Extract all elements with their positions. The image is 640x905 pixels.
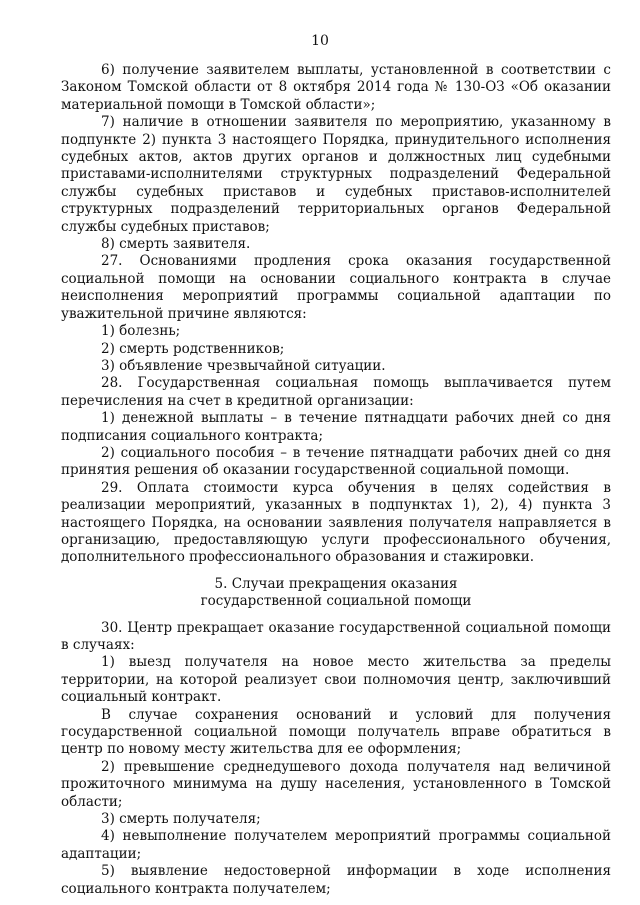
paragraph: 3) объявление чрезвычайной ситуации. (101, 357, 386, 374)
paragraph: 1) денежной выплаты – в течение пятнадцати рабочих дней со дня подписания социального контракта; (61, 410, 611, 444)
paragraph: 4) невыполнение получателем мероприятий программы социальной адаптации; (61, 828, 611, 862)
section-heading-line-2: государственной социальной помощи (200, 593, 472, 610)
paragraph: 6) получение заявителем выплаты, установленной в соответствии с Законом Томской области от 8 октября 2014 года № 130-ОЗ «Об оказании материальной помощи в Томской области»; (61, 62, 611, 113)
paragraph: 27. Основаниями продления срока оказания государственной социальной помощи на основании социального контракта в случае неисполнения мероприятий программы социальной адаптации по уважительной причине являются: (61, 253, 611, 322)
paragraph: 7) наличие в отношении заявителя по мероприятию, указанному в подпункте 2) пункта 3 настоящего Порядка, принудительного исполнения судебных актов, актов других органов и должностных лиц судебными приставами-исполнителями структурных подразделений Федеральной службы судебных приставов и судебных приставов-исполнителей структурных подразделений территориальных органов Федеральной службы судебных приставов; (61, 114, 611, 235)
paragraph: 8) смерть заявителя. (101, 236, 251, 253)
paragraph: 30. Центр прекращает оказание государственной социальной помощи в случаях: (61, 619, 611, 653)
paragraph: 28. Государственная социальная помощь выплачивается путем перечисления на счет в кредитной организации: (61, 375, 611, 409)
paragraph: 5) выявление недостоверной информации в ходе исполнения социального контракта получателем; (61, 863, 611, 897)
section-heading-line-1: 5. Случаи прекращения оказания (214, 575, 458, 592)
paragraph: 1) выезд получателя на новое место жительства за пределы территории, на которой реализует свои полномочия центр, заключивший социальный контракт. (61, 654, 611, 706)
paragraph: 3) смерть получателя; (101, 811, 261, 828)
paragraph: 1) болезнь; (101, 323, 181, 340)
document-body (61, 62, 611, 898)
paragraph: В случае сохранения оснований и условий для получения государственной социальной помощи получатель вправе обратиться в центр по новому месту жительства для ее оформления; (61, 706, 611, 758)
paragraph: 2) социального пособия – в течение пятнадцати рабочих дней со дня принятия решения об оказании государственной социальной помощи. (61, 444, 611, 479)
paragraph: 29. Оплата стоимости курса обучения в целях содействия в реализации мероприятий, указанных в подпунктах 1), 2), 4) пункта 3 настоящего Порядка, на основании заявления получателя направляется в организацию, предоставляющую услуги профессионального обучения, дополнительного профессионального образования и стажировки. (61, 479, 611, 566)
paragraph: 2) смерть родственников; (101, 340, 285, 357)
page-number: 10 (311, 33, 329, 49)
paragraph: 2) превышение среднедушевого дохода получателя над величиной прожиточного минимума на душу населения, установленного в Томской области; (61, 758, 611, 810)
